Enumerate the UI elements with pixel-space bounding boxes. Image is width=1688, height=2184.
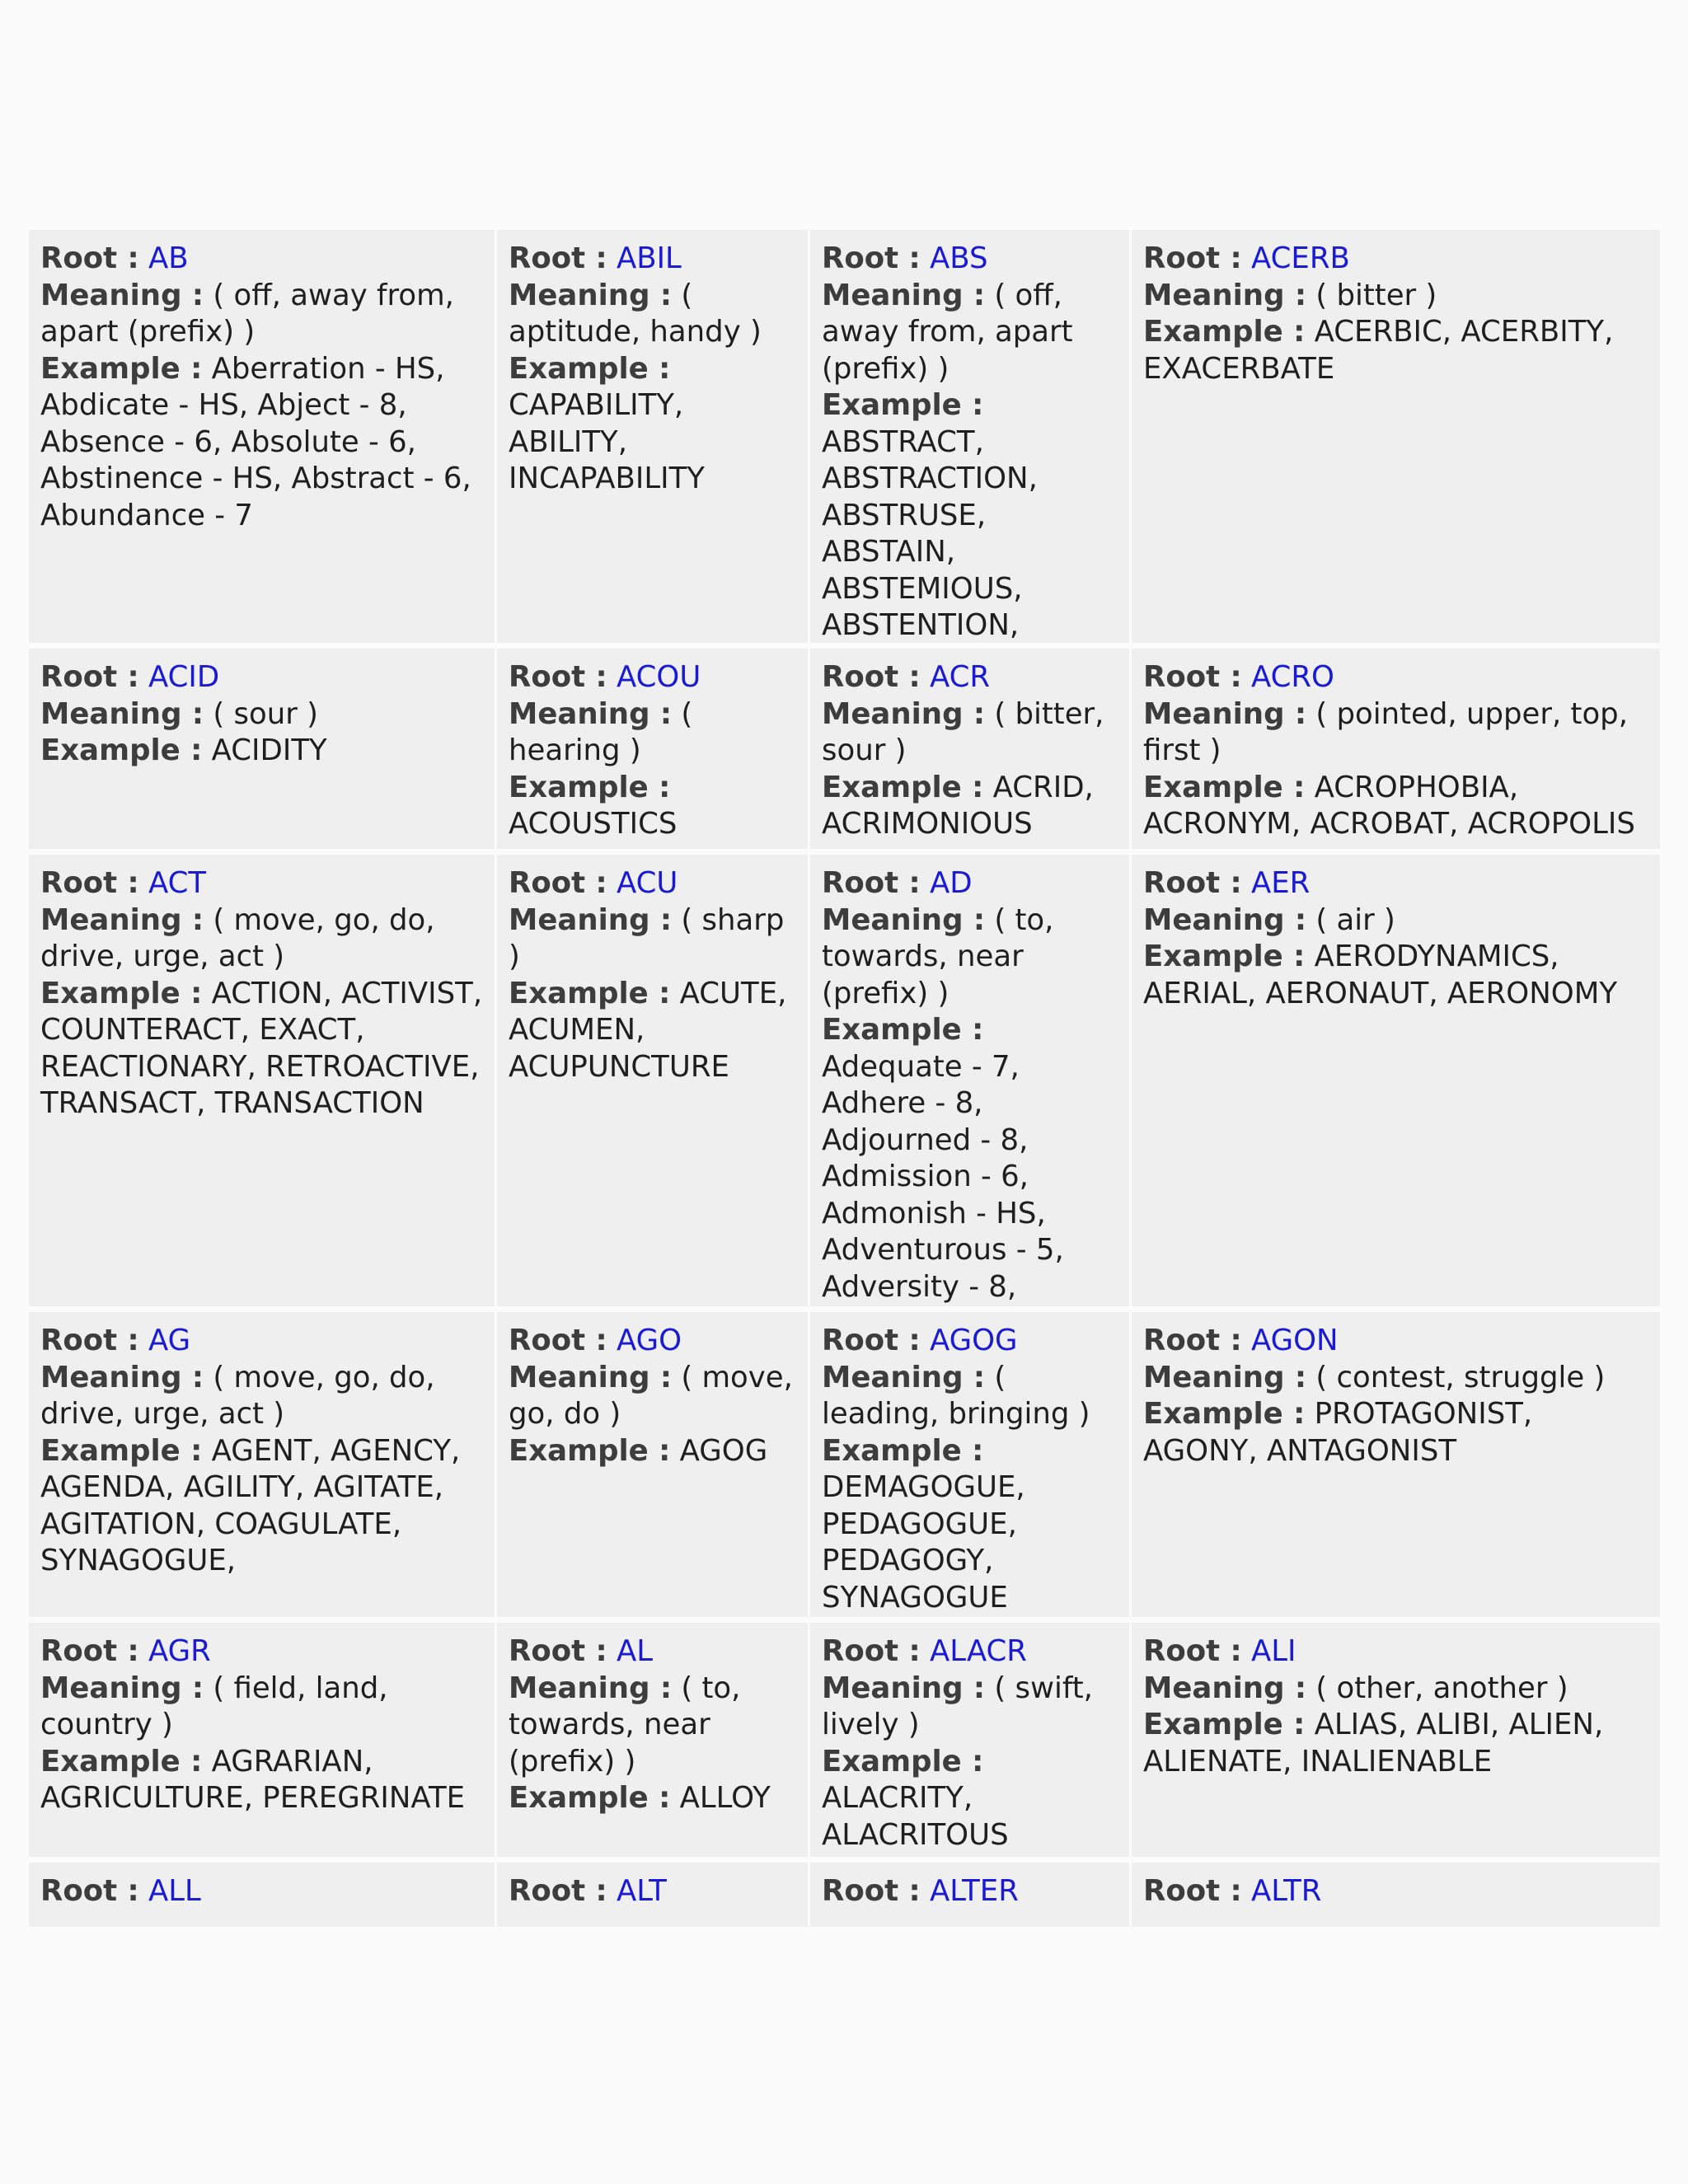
example-value: PROTAGONIST, AGONY, ANTAGONIST bbox=[1143, 1397, 1533, 1468]
example-value: Aberration - HS, Abdicate - HS, Abject - 8, Absence - 6, Absolute - 6, Abstinence - HS, Abstract - 6, Abundance - 7 bbox=[40, 351, 471, 532]
root-entry-cell bbox=[29, 1863, 495, 1927]
root-value: ALI bbox=[1250, 1634, 1296, 1668]
root-value: AGO bbox=[616, 1324, 682, 1357]
root-value: AB bbox=[148, 241, 189, 275]
example-line bbox=[1143, 314, 1652, 387]
root-line bbox=[40, 659, 486, 696]
meaning-label: Meaning : bbox=[1143, 1671, 1307, 1705]
root-label: Root : bbox=[822, 1874, 921, 1908]
root-entry-cell bbox=[810, 230, 1129, 643]
root-entry-cell bbox=[1132, 855, 1660, 1306]
root-line bbox=[509, 659, 799, 696]
root-line bbox=[1143, 659, 1652, 696]
meaning-label: Meaning : bbox=[509, 696, 673, 731]
root-label: Root : bbox=[40, 1324, 139, 1357]
example-value: ACOUSTICS bbox=[509, 807, 678, 841]
root-line bbox=[40, 1873, 486, 1910]
example-label: Example : bbox=[1143, 1397, 1306, 1431]
root-value: ALTR bbox=[1250, 1874, 1322, 1908]
root-value: ALTER bbox=[929, 1874, 1019, 1908]
example-line bbox=[1143, 939, 1652, 1012]
example-value: CAPABILITY, ABILITY, INCAPABILITY bbox=[509, 388, 705, 495]
example-value: Adequate - 7, Adhere - 8, Adjourned - 8, Admission - 6, Admonish - HS, Adventurous - 5, Adversity - 8, bbox=[822, 1049, 1064, 1304]
root-line bbox=[509, 1323, 799, 1360]
root-entry-cell bbox=[29, 649, 495, 849]
example-line bbox=[509, 351, 799, 498]
root-entry-cell bbox=[1132, 649, 1660, 849]
example-label: Example : bbox=[509, 770, 671, 804]
meaning-line bbox=[1143, 278, 1652, 315]
root-label: Root : bbox=[1143, 1634, 1242, 1668]
root-value: ABIL bbox=[616, 241, 682, 275]
meaning-line bbox=[509, 278, 799, 351]
meaning-label: Meaning : bbox=[509, 1671, 673, 1705]
root-line bbox=[40, 865, 486, 902]
meaning-label: Meaning : bbox=[822, 902, 986, 937]
meaning-line bbox=[822, 278, 1121, 388]
root-label: Root : bbox=[509, 1324, 607, 1357]
meaning-value: ( move, go, do, drive, urge, act ) bbox=[40, 1360, 435, 1431]
meaning-value: ( leading, bringing ) bbox=[822, 1360, 1090, 1431]
example-label: Example : bbox=[40, 733, 203, 767]
root-value: ALL bbox=[148, 1874, 201, 1908]
root-label: Root : bbox=[822, 241, 921, 275]
root-label: Root : bbox=[822, 1324, 921, 1357]
meaning-line bbox=[40, 1671, 486, 1744]
root-value: AER bbox=[1250, 866, 1311, 900]
root-line bbox=[40, 1633, 486, 1671]
root-label: Root : bbox=[40, 1874, 139, 1908]
root-entry-cell bbox=[497, 1863, 808, 1927]
meaning-label: Meaning : bbox=[1143, 902, 1307, 937]
example-line bbox=[40, 351, 486, 535]
example-line bbox=[40, 733, 486, 770]
meaning-value: ( off, away from, apart (prefix) ) bbox=[822, 278, 1073, 386]
example-line bbox=[40, 1744, 486, 1817]
root-value: ACT bbox=[148, 866, 207, 900]
meaning-value: ( aptitude, handy ) bbox=[509, 278, 762, 349]
example-value: AERODYNAMICS, AERIAL, AERONAUT, AERONOMY bbox=[1143, 940, 1618, 1010]
root-label: Root : bbox=[1143, 660, 1242, 694]
meaning-value: ( swift, lively ) bbox=[822, 1671, 1093, 1741]
meaning-line bbox=[1143, 902, 1652, 940]
example-value: ACIDITY bbox=[211, 733, 327, 767]
root-entry-cell bbox=[29, 230, 495, 643]
example-line bbox=[1143, 1396, 1652, 1469]
example-line bbox=[822, 1433, 1121, 1617]
root-entry-cell bbox=[497, 230, 808, 643]
example-line bbox=[509, 1433, 799, 1470]
root-line bbox=[1143, 1633, 1652, 1671]
root-label: Root : bbox=[40, 241, 139, 275]
root-value: AL bbox=[616, 1634, 654, 1668]
root-value: ALT bbox=[616, 1874, 667, 1908]
meaning-value: ( move, go, do ) bbox=[509, 1360, 793, 1431]
meaning-label: Meaning : bbox=[509, 902, 673, 937]
root-line bbox=[1143, 865, 1652, 902]
meaning-label: Meaning : bbox=[40, 1360, 204, 1394]
root-label: Root : bbox=[509, 866, 607, 900]
meaning-line bbox=[822, 696, 1121, 770]
example-value: DEMAGOGUE, PEDAGOGUE, PEDAGOGY, SYNAGOGUE bbox=[822, 1470, 1025, 1615]
root-value: ALACR bbox=[929, 1634, 1027, 1668]
root-entry-cell bbox=[497, 1312, 808, 1617]
root-entry-cell bbox=[1132, 1623, 1660, 1857]
root-line bbox=[509, 241, 799, 278]
example-line bbox=[1143, 1707, 1652, 1780]
meaning-value: ( sour ) bbox=[213, 696, 318, 731]
example-label: Example : bbox=[1143, 940, 1306, 973]
meaning-value: ( contest, struggle ) bbox=[1315, 1360, 1606, 1394]
example-value: ACUTE, ACUMEN, ACUPUNCTURE bbox=[509, 976, 787, 1084]
example-value: ALACRITY, ALACRITOUS bbox=[822, 1781, 1009, 1852]
example-value: ACTION, ACTIVIST, COUNTERACT, EXACT, REACTIONARY, RETROACTIVE, TRANSACT, TRANSACTION bbox=[40, 976, 483, 1120]
root-line bbox=[822, 1873, 1121, 1910]
root-line bbox=[509, 1873, 799, 1910]
example-line bbox=[509, 770, 799, 843]
root-line bbox=[822, 1323, 1121, 1360]
example-value: AGRARIAN, AGRICULTURE, PEREGRINATE bbox=[40, 1744, 466, 1815]
example-line bbox=[1143, 770, 1652, 843]
root-value: AGOG bbox=[929, 1324, 1018, 1357]
meaning-label: Meaning : bbox=[822, 1671, 986, 1705]
root-entry-cell bbox=[497, 649, 808, 849]
root-label: Root : bbox=[509, 241, 607, 275]
example-value: ALIAS, ALIBI, ALIEN, ALIENATE, INALIENABLE bbox=[1143, 1708, 1604, 1779]
root-word-table bbox=[29, 230, 1659, 1927]
example-line bbox=[40, 976, 486, 1122]
root-entry-cell bbox=[497, 1623, 808, 1857]
meaning-value: ( sharp ) bbox=[509, 902, 785, 973]
example-label: Example : bbox=[509, 976, 671, 1010]
root-label: Root : bbox=[40, 1634, 139, 1668]
root-entry-cell bbox=[1132, 1863, 1660, 1927]
example-line bbox=[822, 1744, 1121, 1854]
root-value: ACID bbox=[148, 660, 220, 694]
root-line bbox=[1143, 241, 1652, 278]
example-value: ACROPHOBIA, ACRONYM, ACROBAT, ACROPOLIS bbox=[1143, 770, 1635, 841]
root-entry-cell bbox=[810, 1623, 1129, 1857]
meaning-value: ( pointed, upper, top, first ) bbox=[1143, 696, 1628, 767]
root-line bbox=[1143, 1873, 1652, 1910]
example-label: Example : bbox=[1143, 770, 1306, 804]
example-label: Example : bbox=[822, 1013, 984, 1047]
root-value: ACR bbox=[929, 660, 991, 694]
root-label: Root : bbox=[822, 660, 921, 694]
meaning-line bbox=[509, 1671, 799, 1781]
meaning-value: ( field, land, country ) bbox=[40, 1671, 388, 1741]
root-label: Root : bbox=[822, 866, 921, 900]
meaning-line bbox=[822, 902, 1121, 1013]
root-value: ACOU bbox=[616, 660, 701, 694]
meaning-label: Meaning : bbox=[1143, 696, 1307, 731]
meaning-line bbox=[1143, 1360, 1652, 1397]
example-line bbox=[822, 1012, 1121, 1306]
root-label: Root : bbox=[1143, 241, 1242, 275]
example-line bbox=[509, 1780, 799, 1817]
root-entry-cell bbox=[810, 649, 1129, 849]
root-label: Root : bbox=[1143, 866, 1242, 900]
root-line bbox=[1143, 1323, 1652, 1360]
meaning-value: ( off, away from, apart (prefix) ) bbox=[40, 278, 454, 349]
meaning-label: Meaning : bbox=[40, 696, 204, 731]
example-label: Example : bbox=[40, 351, 203, 386]
root-value: ABS bbox=[929, 241, 988, 275]
root-line bbox=[822, 659, 1121, 696]
example-line bbox=[822, 770, 1121, 843]
meaning-value: ( move, go, do, drive, urge, act ) bbox=[40, 902, 435, 973]
example-label: Example : bbox=[1143, 315, 1306, 349]
meaning-line bbox=[40, 278, 486, 351]
example-value: AGOG bbox=[679, 1433, 768, 1468]
meaning-line bbox=[40, 696, 486, 733]
root-line bbox=[822, 241, 1121, 278]
example-label: Example : bbox=[509, 351, 671, 386]
root-line bbox=[40, 241, 486, 278]
example-value: ALLOY bbox=[679, 1781, 771, 1815]
meaning-label: Meaning : bbox=[822, 696, 986, 731]
example-label: Example : bbox=[509, 1781, 671, 1815]
root-line bbox=[509, 865, 799, 902]
meaning-label: Meaning : bbox=[40, 278, 204, 312]
root-label: Root : bbox=[40, 660, 139, 694]
example-label: Example : bbox=[822, 770, 984, 804]
root-line bbox=[822, 1633, 1121, 1671]
root-entry-cell bbox=[810, 855, 1129, 1306]
example-value: ACRID, ACRIMONIOUS bbox=[822, 770, 1094, 841]
example-label: Example : bbox=[822, 388, 984, 422]
meaning-line bbox=[1143, 1671, 1652, 1708]
meaning-line bbox=[822, 1671, 1121, 1744]
meaning-line bbox=[1143, 696, 1652, 770]
meaning-label: Meaning : bbox=[1143, 1360, 1307, 1394]
root-label: Root : bbox=[1143, 1874, 1242, 1908]
root-line bbox=[822, 865, 1121, 902]
root-entry-cell bbox=[29, 1312, 495, 1617]
example-value: AGENT, AGENCY, AGENDA, AGILITY, AGITATE, AGITATION, COAGULATE, SYNAGOGUE, bbox=[40, 1433, 461, 1577]
meaning-value: ( other, another ) bbox=[1315, 1671, 1568, 1705]
example-label: Example : bbox=[822, 1433, 984, 1468]
root-label: Root : bbox=[40, 866, 139, 900]
root-entry-cell bbox=[29, 855, 495, 1306]
root-value: AGR bbox=[148, 1634, 211, 1668]
root-value: ACU bbox=[616, 866, 678, 900]
root-label: Root : bbox=[822, 1634, 921, 1668]
meaning-label: Meaning : bbox=[40, 1671, 204, 1705]
root-line bbox=[40, 1323, 486, 1360]
root-value: AGON bbox=[1250, 1324, 1339, 1357]
meaning-line bbox=[509, 696, 799, 770]
example-label: Example : bbox=[40, 976, 203, 1010]
example-label: Example : bbox=[509, 1433, 671, 1468]
meaning-value: ( bitter, sour ) bbox=[822, 696, 1104, 767]
meaning-value: ( hearing ) bbox=[509, 696, 693, 767]
root-entry-cell bbox=[810, 1312, 1129, 1617]
root-entry-cell bbox=[497, 855, 808, 1306]
root-entry-cell bbox=[29, 1623, 495, 1857]
root-entry-cell bbox=[1132, 1312, 1660, 1617]
meaning-label: Meaning : bbox=[822, 1360, 986, 1394]
meaning-value: ( air ) bbox=[1315, 902, 1395, 937]
meaning-line bbox=[509, 902, 799, 976]
example-label: Example : bbox=[822, 1744, 984, 1779]
meaning-label: Meaning : bbox=[1143, 278, 1307, 312]
root-entry-cell bbox=[1132, 230, 1660, 643]
meaning-value: ( to, towards, near (prefix) ) bbox=[822, 902, 1054, 1010]
root-label: Root : bbox=[1143, 1324, 1242, 1357]
example-value: ABSTRACT, ABSTRACTION, ABSTRUSE, ABSTAIN, ABSTEMIOUS, ABSTENTION, bbox=[822, 424, 1038, 642]
meaning-line bbox=[822, 1360, 1121, 1433]
root-line bbox=[509, 1633, 799, 1671]
example-value: ACERBIC, ACERBITY, EXACERBATE bbox=[1143, 315, 1614, 386]
example-label: Example : bbox=[40, 1433, 203, 1468]
meaning-label: Meaning : bbox=[509, 278, 673, 312]
example-label: Example : bbox=[1143, 1708, 1306, 1741]
root-value: ACRO bbox=[1250, 660, 1334, 694]
root-label: Root : bbox=[509, 1634, 607, 1668]
meaning-line bbox=[509, 1360, 799, 1433]
example-line bbox=[509, 976, 799, 1086]
meaning-value: ( to, towards, near (prefix) ) bbox=[509, 1671, 741, 1779]
root-value: AG bbox=[148, 1324, 191, 1357]
meaning-value: ( bitter ) bbox=[1315, 278, 1437, 312]
root-label: Root : bbox=[509, 660, 607, 694]
meaning-line bbox=[40, 1360, 486, 1433]
meaning-label: Meaning : bbox=[509, 1360, 673, 1394]
example-line bbox=[822, 387, 1121, 643]
example-label: Example : bbox=[40, 1744, 203, 1779]
root-label: Root : bbox=[509, 1874, 607, 1908]
meaning-line bbox=[40, 902, 486, 976]
meaning-label: Meaning : bbox=[822, 278, 986, 312]
meaning-label: Meaning : bbox=[40, 902, 204, 937]
example-line bbox=[40, 1433, 486, 1580]
root-value: AD bbox=[929, 866, 973, 900]
root-value: ACERB bbox=[1250, 241, 1350, 275]
root-entry-cell bbox=[810, 1863, 1129, 1927]
